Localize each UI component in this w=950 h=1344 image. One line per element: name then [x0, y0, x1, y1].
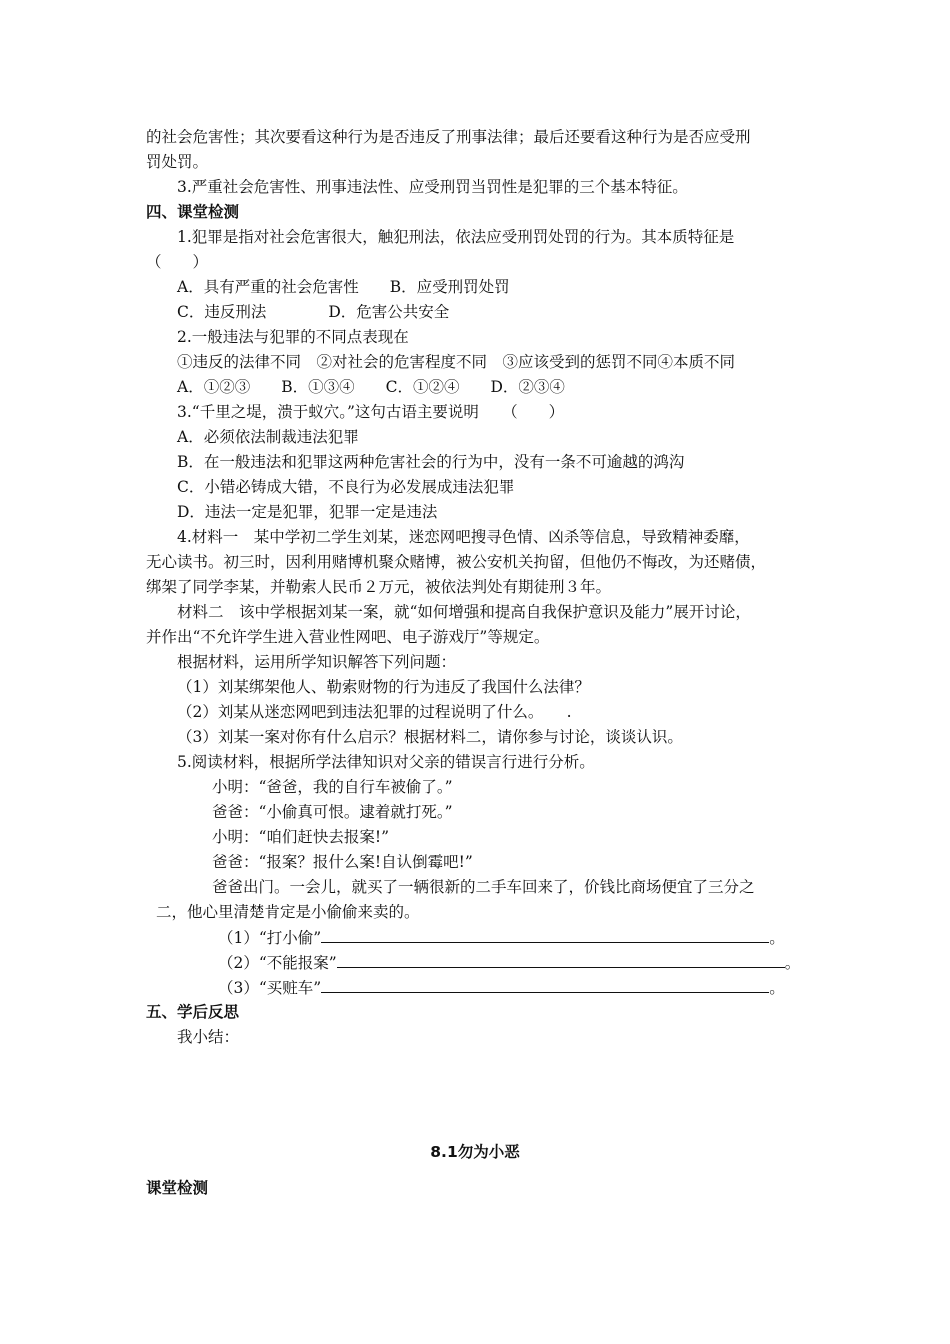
q3-stem: 3.“千里之堤，溃于蚁穴。”这句古语主要说明 （ ） [177, 403, 565, 421]
q4-material-2-line-2: 并作出“不允许学生进入营业性网吧、电子游戏厅”等规定。 [146, 628, 550, 646]
q5-dialogue-4: 爸爸：“报案？报什么案!自认倒霉吧!” [212, 853, 473, 871]
section-4-heading: 四、课堂检测 [146, 203, 240, 221]
intro-line-1: 的社会危害性；其次要看这种行为是否违反了刑事法律；最后还要看这种行为是否应受刑 [146, 128, 751, 146]
q5-blank-1-end: 。 [769, 929, 785, 947]
q3-option-b: B．在一般违法和犯罪这两种危害社会的行为中，没有一条不可逾越的鸿沟 [177, 453, 685, 471]
q5-blank-row-2 [218, 952, 800, 973]
q4-prompt: 根据材料，运用所学知识解答下列问题： [177, 653, 457, 671]
q1-options-ab: A．具有严重的社会危害性 B．应受刑罚处罚 [177, 278, 510, 296]
q2-stem: 2.一般违法与犯罪的不同点表现在 [177, 328, 409, 346]
q5-answer-line-2[interactable] [337, 952, 785, 968]
q4-material-2-line-1: 材料二 该中学根据刘某一案，就“如何增强和提高自我保护意识及能力”展开讨论， [177, 603, 751, 621]
self-summary-label: 我小结： [177, 1028, 240, 1046]
q5-blank-row-3 [218, 977, 785, 998]
q5-dialogue-3: 小明：“咱们赶快去报案!” [212, 828, 390, 846]
q4-sub-3: （3）刘某一案对你有什么启示？根据材料二，请你参与讨论，谈谈认识。 [177, 728, 683, 746]
q4-material-1-line-2: 无心读书。初三时，因利用赌博机聚众赌博，被公安机关拘留，但他仍不悔改，为还赌债， [146, 553, 767, 571]
q1-answer-bracket: （ ） [146, 253, 209, 271]
q3-option-a: A．必须依法制裁违法犯罪 [177, 428, 359, 446]
q5-dialogue-2: 爸爸：“小偷真可恨。逮着就打死。” [212, 803, 453, 821]
q4-material-1-line-1: 4.材料一 某中学初二学生刘某，迷恋网吧搜寻色情、凶杀等信息，导致精神委靡， [177, 528, 750, 546]
q5-answer-line-1[interactable] [321, 927, 769, 943]
q2-items: ①违反的法律不同 ②对社会的危害程度不同 ③应该受到的惩罚不同④本质不同 [177, 353, 736, 371]
q5-narration-2: 二，他心里清楚肯定是小偷偷来卖的。 [156, 903, 420, 921]
q5-blank-2-end: 。 [784, 954, 801, 972]
q1-options-cd: C．违反刑法 D．危害公共安全 [177, 303, 450, 321]
q5-stem: 5.阅读材料，根据所学法律知识对父亲的错误言行进行分析。 [177, 753, 595, 771]
q5-blank-1-label: （1）“打小偷” [218, 929, 322, 947]
intro-line-2: 罚处罚。 [146, 153, 209, 171]
q3-option-c: C．小错必铸成大错，不良行为必发展成违法犯罪 [177, 478, 515, 496]
q1-stem: 1.犯罪是指对社会危害很大，触犯刑法，依法应受刑罚处罚的行为。其本质特征是 [177, 228, 735, 246]
q3-option-d: D．违法一定是犯罪，犯罪一定是违法 [177, 503, 438, 521]
intro-line-3: 3.严重社会危害性、刑事违法性、应受刑罚当罚性是犯罪的三个基本特征。 [177, 178, 688, 196]
q5-dialogue-1: 小明：“爸爸，我的自行车被偷了。” [212, 778, 453, 796]
q5-narration-1: 爸爸出门。一会儿，就买了一辆很新的二手车回来了，价钱比商场便宜了三分之 [212, 878, 755, 896]
q5-blank-3-end: 。 [769, 979, 785, 997]
q4-material-1-line-3: 绑架了同学李某，并勒索人民币２万元，被依法判处有期徒刑３年。 [146, 578, 612, 596]
lesson-title: 8.1勿为小恶 [430, 1143, 520, 1161]
q4-sub-2: （2）刘某从迷恋网吧到违法犯罪的过程说明了什么。 . [177, 703, 572, 721]
q5-blank-2-label: （2）“不能报案” [218, 954, 337, 972]
section-5-heading: 五、学后反思 [146, 1003, 240, 1021]
q5-answer-line-3[interactable] [321, 977, 769, 993]
q5-blank-row-1 [218, 927, 785, 948]
q5-blank-3-label: （3）“买赃车” [218, 979, 322, 997]
q4-sub-1: （1）刘某绑架他人、勒索财物的行为违反了我国什么法律？ [177, 678, 590, 696]
classroom-test-heading: 课堂检测 [146, 1179, 209, 1197]
q2-options: A．①②③ B．①③④ C．①②④ D．②③④ [177, 378, 565, 396]
